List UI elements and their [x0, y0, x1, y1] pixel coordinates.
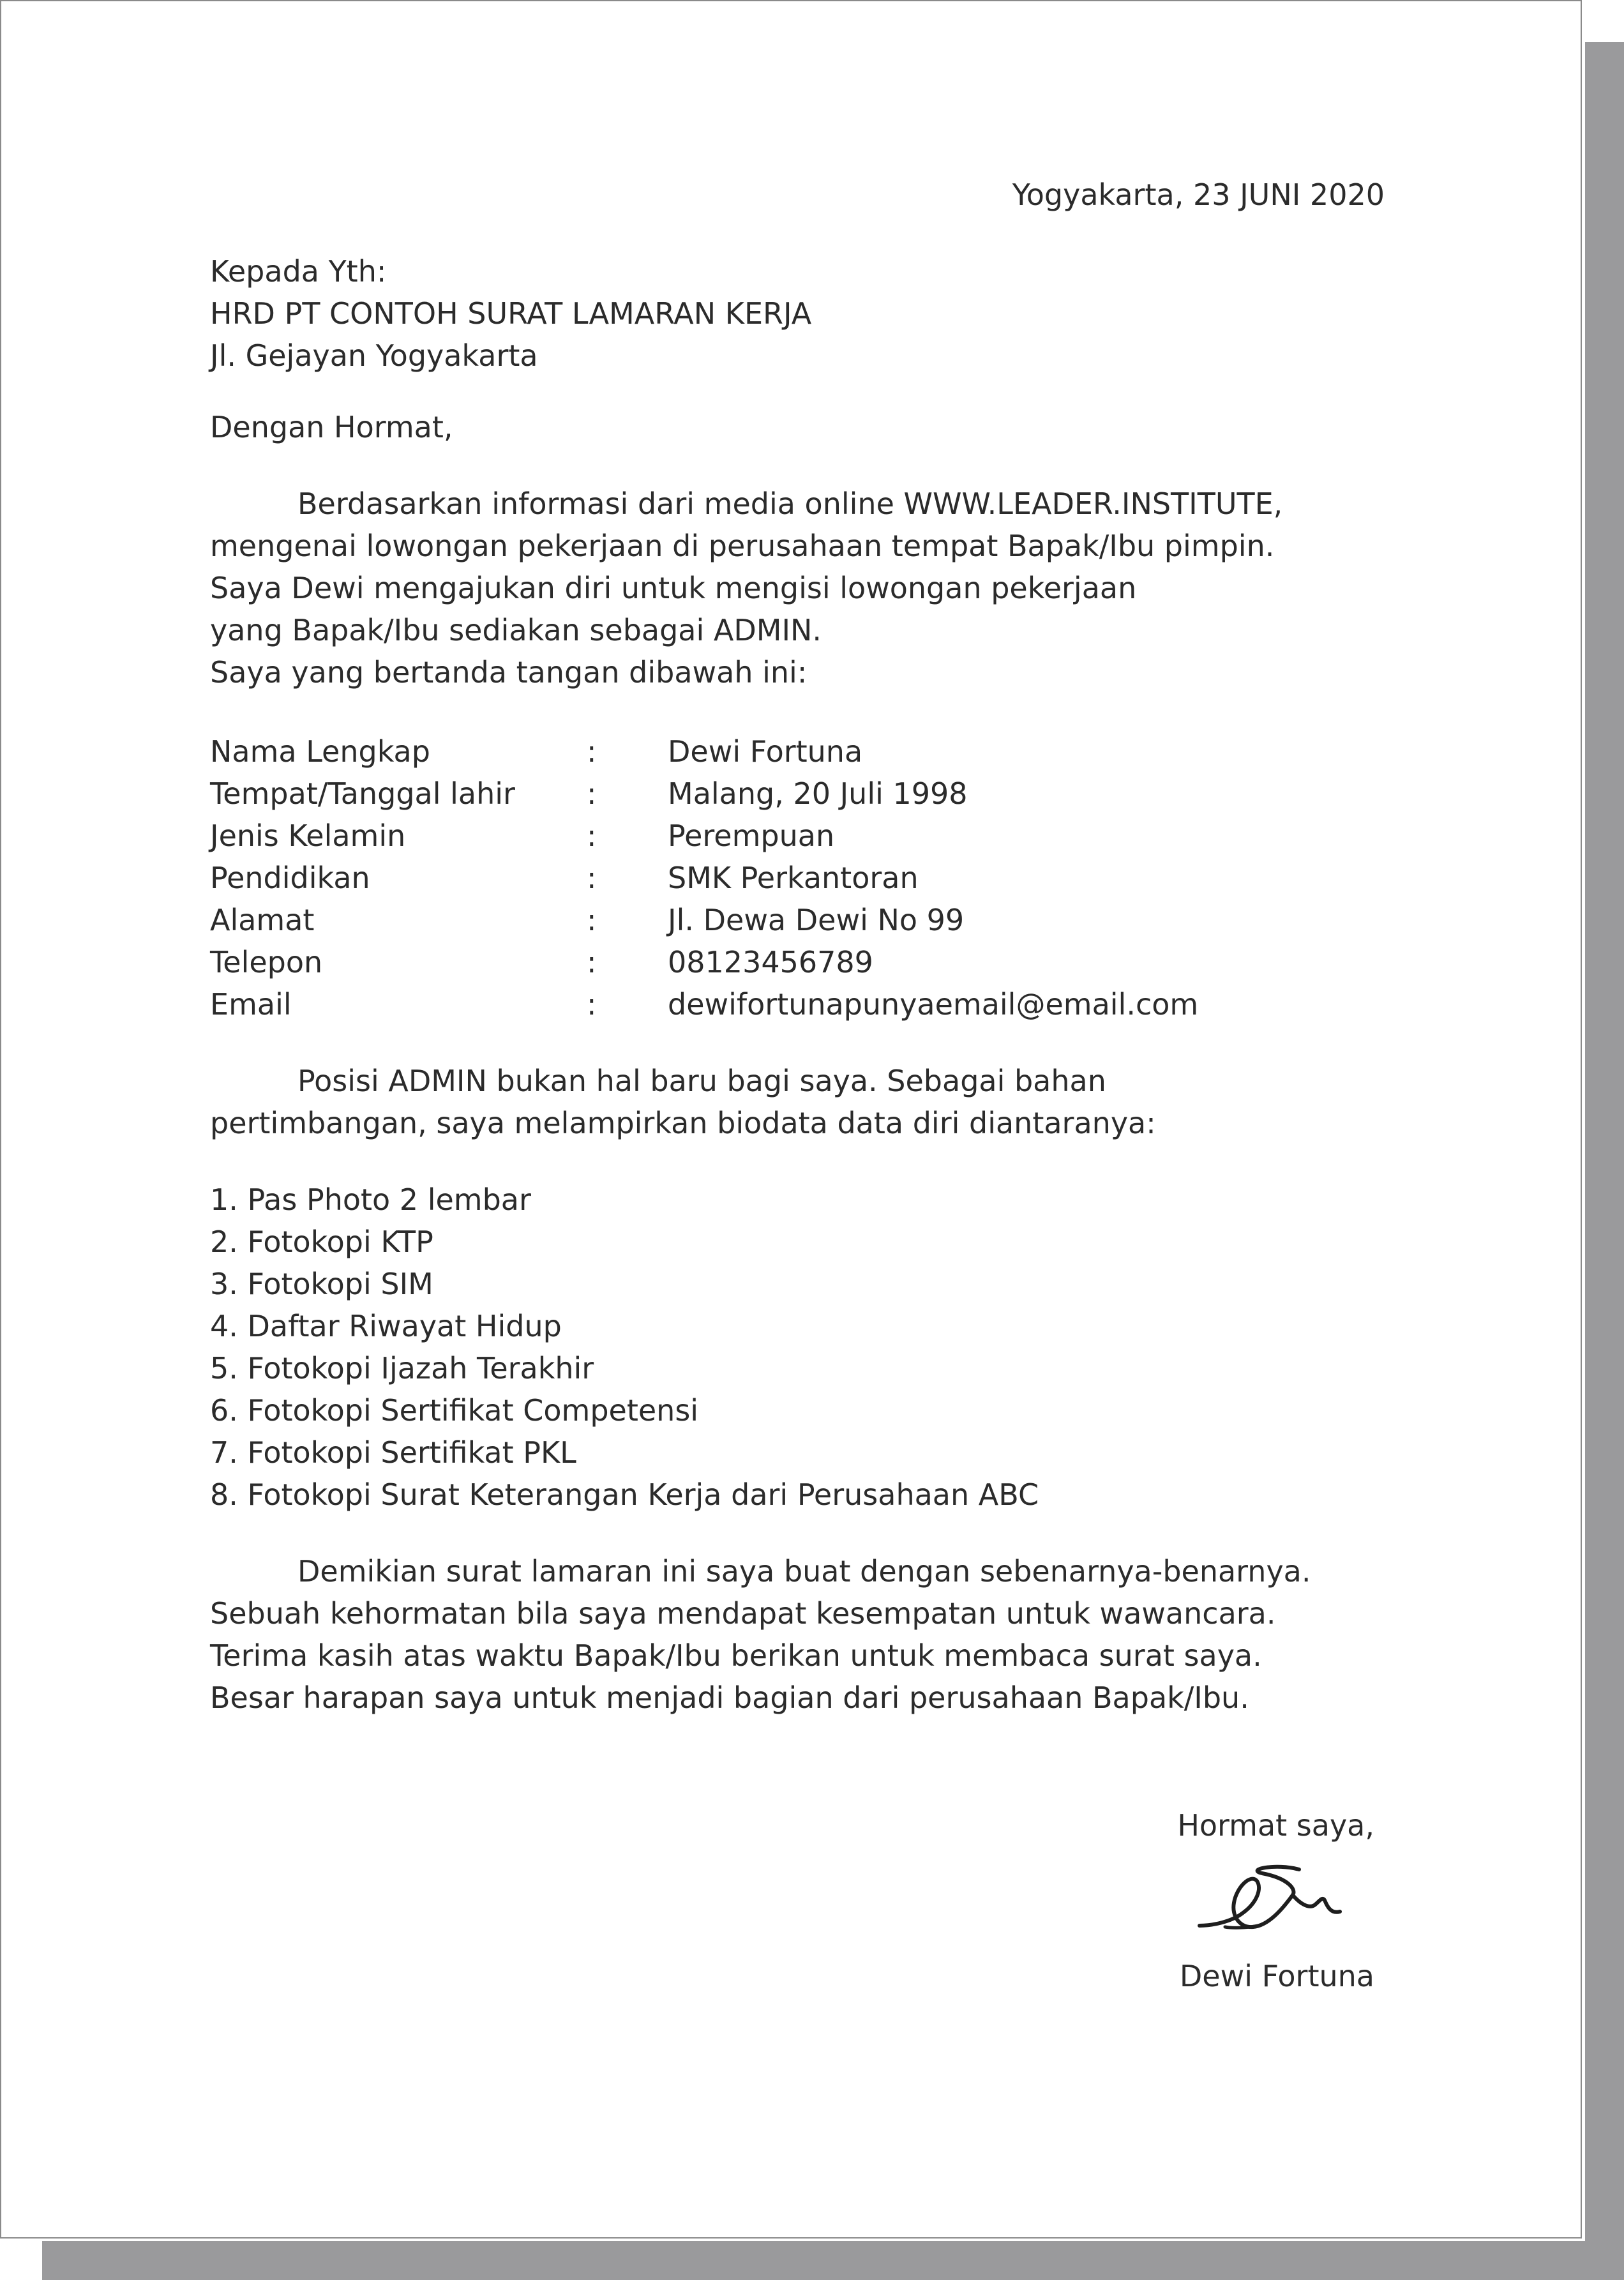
attachment-intro-line: Posisi ADMIN bukan hal baru bagi saya. Sebagai bahan	[297, 1064, 1106, 1098]
biodata-value: Jl. Dewa Dewi No 99	[668, 903, 965, 937]
attachment-item: 1. Pas Photo 2 lembar	[210, 1182, 531, 1217]
biodata-colon: :	[587, 861, 597, 895]
recipient-line: HRD PT CONTOH SURAT LAMARAN KERJA	[210, 296, 812, 331]
letter-body	[210, 174, 1385, 1997]
biodata-row	[210, 941, 1385, 983]
biodata-row	[210, 815, 1385, 857]
biodata-colon: :	[587, 734, 597, 769]
closing-line: Besar harapan saya untuk menjadi bagian dari perusahaan Bapak/Ibu.	[210, 1680, 1249, 1715]
biodata-value: Malang, 20 Juli 1998	[668, 776, 968, 811]
biodata-row	[210, 773, 1385, 815]
page-shadow-bottom	[42, 2241, 1624, 2280]
recipient-line: Jl. Gejayan Yogyakarta	[210, 338, 538, 373]
biodata-label: Nama Lengkap	[210, 734, 430, 769]
intro-line: Berdasarkan informasi dari media online WWW.LEADER.INSTITUTE,	[297, 487, 1283, 521]
biodata-label: Alamat	[210, 903, 315, 937]
biodata-label: Pendidikan	[210, 861, 370, 895]
attachment-list	[210, 1179, 1385, 1516]
attachment-intro-line: pertimbangan, saya melampirkan biodata data diri diantaranya:	[210, 1106, 1156, 1140]
biodata-label: Email	[210, 987, 292, 1022]
biodata-row	[210, 899, 1385, 941]
biodata-row	[210, 983, 1385, 1025]
page-shadow-right	[1585, 42, 1624, 2280]
intro-line: Saya yang bertanda tangan dibawah ini:	[210, 655, 808, 690]
recipient-block	[210, 250, 1385, 377]
biodata-value: SMK Perkantoran	[668, 861, 919, 895]
attachment-item: 4. Daftar Riwayat Hidup	[210, 1309, 562, 1343]
attachment-item: 2. Fotokopi KTP	[210, 1225, 433, 1259]
biodata-value: Dewi Fortuna	[668, 734, 863, 769]
attachment-item: 5. Fotokopi Ijazah Terakhir	[210, 1351, 594, 1385]
attachment-intro-paragraph	[210, 1060, 1385, 1144]
signer-name: Dewi Fortuna	[1179, 1959, 1374, 1993]
intro-line: Saya Dewi mengajukan diri untuk mengisi lowongan pekerjaan	[210, 571, 1137, 605]
intro-line: yang Bapak/Ibu sediakan sebagai ADMIN.	[210, 613, 822, 647]
biodata-value: 08123456789	[668, 945, 873, 979]
biodata-value: Perempuan	[668, 819, 835, 853]
signature-icon	[1187, 1850, 1353, 1946]
biodata-colon: :	[587, 903, 597, 937]
place-date: Yogyakarta, 23 JUNI 2020	[1012, 177, 1385, 212]
biodata-label: Tempat/Tanggal lahir	[210, 776, 515, 811]
biodata-label: Jenis Kelamin	[210, 819, 406, 853]
attachment-item: 7. Fotokopi Sertifikat PKL	[210, 1435, 576, 1470]
biodata-row	[210, 730, 1385, 773]
recipient-line: Kepada Yth:	[210, 254, 387, 289]
biodata-value: dewifortunapunyaemail@email.com	[668, 987, 1199, 1022]
biodata-colon: :	[587, 819, 597, 853]
valediction: Hormat saya,	[1177, 1808, 1374, 1843]
closing-paragraph	[210, 1550, 1385, 1719]
biodata-label: Telepon	[210, 945, 323, 979]
salutation: Dengan Hormat,	[210, 410, 453, 444]
biodata-colon: :	[587, 945, 597, 979]
biodata-table	[210, 730, 1385, 1025]
signature-area	[210, 1846, 1385, 1955]
closing-line: Demikian surat lamaran ini saya buat dengan sebenarnya-benarnya.	[297, 1554, 1311, 1589]
intro-line: mengenai lowongan pekerjaan di perusahaan tempat Bapak/Ibu pimpin.	[210, 529, 1275, 563]
closing-line: Sebuah kehormatan bila saya mendapat kesempatan untuk wawancara.	[210, 1596, 1276, 1631]
attachment-item: 8. Fotokopi Surat Keterangan Kerja dari Perusahaan ABC	[210, 1477, 1039, 1512]
biodata-row	[210, 857, 1385, 899]
closing-line: Terima kasih atas waktu Bapak/Ibu berikan untuk membaca surat saya.	[210, 1638, 1262, 1673]
biodata-colon: :	[587, 776, 597, 811]
biodata-colon: :	[587, 987, 597, 1022]
attachment-item: 6. Fotokopi Sertifikat Competensi	[210, 1393, 699, 1428]
attachment-item: 3. Fotokopi SIM	[210, 1267, 433, 1301]
intro-paragraph	[210, 483, 1385, 693]
